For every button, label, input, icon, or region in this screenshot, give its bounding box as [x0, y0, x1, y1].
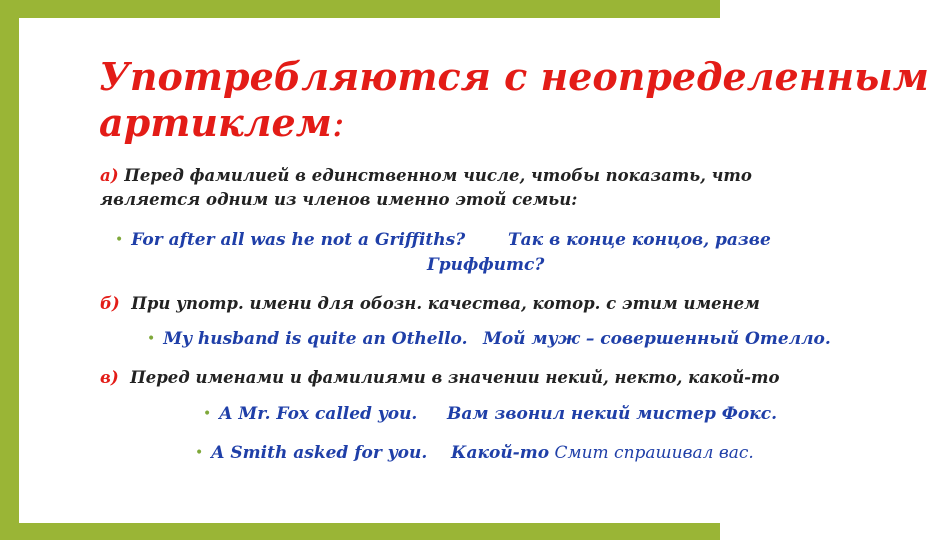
section-c-example1-en-text: A Mr. Fox called you. [219, 404, 418, 424]
section-b-line [100, 294, 760, 314]
section-b-marker: б) [100, 294, 120, 313]
bullet-icon: • [203, 406, 212, 422]
section-a-text1: Перед фамилией в единственном числе, чтобы показать, что [124, 166, 752, 185]
section-c-example2-ru-bold: Какой-то [451, 443, 550, 463]
section-c-marker: в) [100, 368, 119, 387]
section-b-example-en-text: My husband is quite an Othello. [163, 329, 468, 349]
section-a-example-ru-line2: Гриффитс? [427, 255, 545, 275]
section-c-example2-ru-plain: Смит спрашивал вас. [549, 443, 754, 463]
section-c-text: Перед именами и фамилиями в значении некий, некто, какой-то [130, 368, 780, 387]
section-a-line2: является одним из членов именно этой семьи: [100, 190, 578, 209]
section-a-example-ru-line1: Так в конце концов, разве [508, 230, 771, 250]
slide-title-colon: : [331, 101, 345, 145]
section-c-example2-en-text: A Smith asked for you. [211, 443, 428, 463]
slide-title-line2 [99, 100, 345, 146]
slide-title-word: артиклем [99, 100, 332, 145]
section-a-marker: а) [100, 166, 119, 185]
bullet-icon: • [115, 232, 124, 248]
section-a-example-en [115, 229, 465, 251]
section-c-line [100, 368, 780, 388]
section-a-example-en-text: For after all was he not a Griffiths? [131, 230, 466, 250]
section-c-example2-ru [451, 442, 754, 464]
slide-title-line1: Употребляются с неопределенным [99, 54, 929, 99]
section-c-example1-ru: Вам звонил некий мистер Фокс. [447, 404, 778, 424]
section-c-example1-en [203, 403, 417, 425]
section-b-example-ru: Мой муж – совершенный Отелло. [483, 329, 831, 349]
bullet-icon: • [147, 331, 156, 347]
section-c-example2-en [195, 442, 427, 464]
bullet-icon: • [195, 445, 204, 461]
slide [19, 18, 929, 523]
section-b-text: При употр. имени для обозн. качества, котор. с этим именем [131, 294, 760, 313]
section-a-line1 [100, 166, 752, 186]
section-b-example-en [147, 328, 467, 350]
